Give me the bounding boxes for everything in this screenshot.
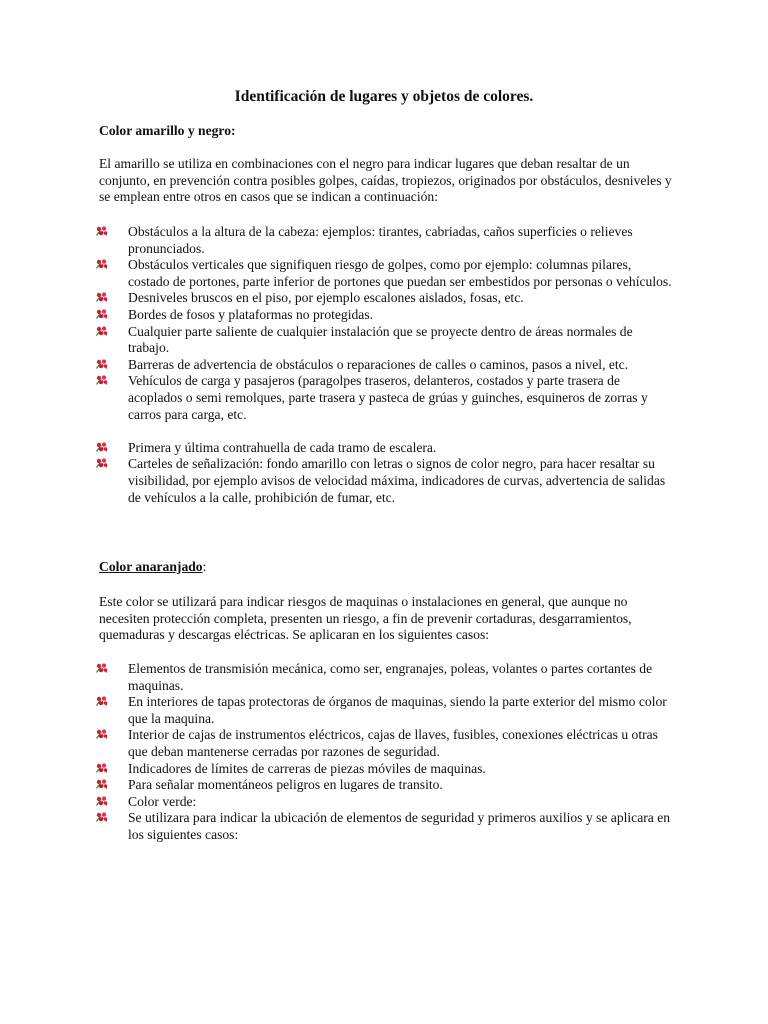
list-item: Indicadores de límites de carreras de piezas móviles de maquinas. <box>96 761 676 778</box>
list-item: En interiores de tapas protectoras de órganos de maquinas, siendo la parte exterior del mismo color que la maquina. <box>96 694 676 727</box>
flower-bullet-icon <box>96 326 108 336</box>
flower-bullet-icon <box>96 442 108 452</box>
list-item: Carteles de señalización: fondo amarillo con letras o signos de color negro, para hacer resaltar su visibilidad, por ejemplo avisos de velocidad máxima, indicadores de curvas, advertencia de salidas de vehículos a la calle, prohibición de fumar, etc. <box>96 456 676 506</box>
bullet-list-anaranjado <box>96 661 676 844</box>
flower-bullet-icon <box>96 729 108 739</box>
list-item: Vehículos de carga y pasajeros (paragolpes traseros, delanteros, costados y parte trasera de acoplados o semi remolques, parte trasera y pasteca de grúas y guinches, esquineros de zorras y carros para carga, etc. <box>96 373 676 423</box>
flower-bullet-icon <box>96 779 108 789</box>
list-item: Barreras de advertencia de obstáculos o reparaciones de calles o caminos, pasos a nivel, etc. <box>96 357 676 374</box>
section-intro-amarillo <box>99 156 679 206</box>
flower-bullet-icon <box>96 458 108 468</box>
list-item: Interior de cajas de instrumentos eléctricos, cajas de llaves, fusibles, conexiones eléctricas u otras que deban mantenerse cerradas por razones de seguridad. <box>96 727 676 760</box>
flower-bullet-icon <box>96 309 108 319</box>
intro-paragraph: Este color se utilizará para indicar riesgos de maquinas o instalaciones en general, que aunque no necesiten protección completa, presenten un riesgo, a fin de prevenir cortaduras, desgarramientos, quemaduras y descargas eléctricas. Se aplicaran en los siguientes casos: <box>99 594 632 643</box>
section-heading-amarillo <box>99 123 679 140</box>
section-intro-anaranjado <box>99 594 679 644</box>
flower-bullet-icon <box>96 259 108 269</box>
flower-bullet-icon <box>96 292 108 302</box>
flower-bullet-icon <box>96 796 108 806</box>
list-spacer <box>96 423 676 440</box>
flower-bullet-icon <box>96 375 108 385</box>
list-item: Bordes de fosos y plataformas no protegidas. <box>96 307 676 324</box>
list-item: Elementos de transmisión mecánica, como ser, engranajes, poleas, volantes o partes cortantes de maquinas. <box>96 661 676 694</box>
flower-bullet-icon <box>96 663 108 673</box>
intro-paragraph: El amarillo se utiliza en combinaciones con el negro para indicar lugares que deban resaltar de un conjunto, en prevención contra posibles golpes, caídas, tropiezos, originados por obstáculos, desniveles y se emplean entre otros en casos que se indican a continuación: <box>99 156 672 205</box>
list-item: Obstáculos a la altura de la cabeza: ejemplos: tirantes, cabriadas, caños superficies o relieves pronunciados. <box>96 224 676 257</box>
list-item: Para señalar momentáneos peligros en lugares de transito. <box>96 777 676 794</box>
list-item: Obstáculos verticales que signifiquen riesgo de golpes, como por ejemplo: columnas pilares, costado de portones, parte inferior de portones que puedan ser embestidos por personas o vehículos. <box>96 257 676 290</box>
list-item: Cualquier parte saliente de cualquier instalación que se proyecte dentro de áreas normales de trabajo. <box>96 324 676 357</box>
bullet-list-amarillo <box>96 224 676 506</box>
section-heading-text: Color amarillo y negro: <box>99 123 236 138</box>
document-title: Identificación de lugares y objetos de colores. <box>234 88 534 105</box>
section-heading-anaranjado <box>99 559 679 576</box>
flower-bullet-icon <box>96 359 108 369</box>
section-heading-text: Color anaranjado <box>99 559 203 574</box>
list-item: Primera y última contrahuella de cada tramo de escalera. <box>96 440 676 457</box>
list-item: Se utilizara para indicar la ubicación de elementos de seguridad y primeros auxilios y se aplicara en los siguientes casos: <box>96 810 676 843</box>
list-item: Desniveles bruscos en el piso, por ejemplo escalones aislados, fosas, etc. <box>96 290 676 307</box>
flower-bullet-icon <box>96 763 108 773</box>
flower-bullet-icon <box>96 226 108 236</box>
heading-suffix: : <box>202 559 207 574</box>
list-item: Color verde: <box>96 794 676 811</box>
flower-bullet-icon <box>96 812 108 822</box>
flower-bullet-icon <box>96 696 108 706</box>
